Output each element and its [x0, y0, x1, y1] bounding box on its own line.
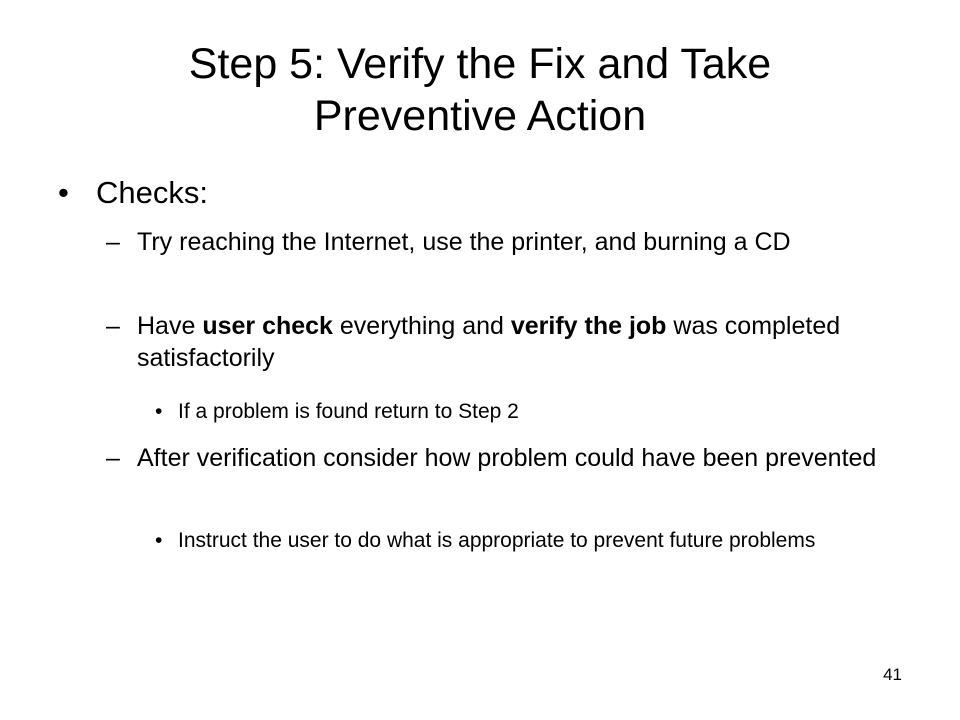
dash-marker: –: [106, 228, 120, 256]
sub-bullet-try-reaching: [106, 226, 906, 258]
page-number: 41: [883, 665, 902, 684]
note-return-step-2: [155, 398, 885, 426]
sub-bullet-try-reaching-text: Try reaching the Internet, use the printer, and burning a CD: [137, 228, 791, 256]
sub-bullet-after-verification: [106, 442, 906, 474]
bold-verify-the-job: verify the job: [510, 312, 667, 340]
dash-marker: –: [106, 312, 120, 340]
note-return-step-2-text: If a problem is found return to Step 2: [178, 400, 519, 423]
dash-marker: –: [106, 444, 120, 472]
text-part: was completed satisfactorily: [137, 312, 841, 372]
bold-user-check: user check: [202, 312, 333, 340]
bullet-marker: •: [155, 529, 163, 552]
bullet-marker: •: [155, 400, 163, 423]
bullet-marker: •: [58, 175, 69, 210]
note-instruct-user: [155, 527, 885, 555]
text-part: everything and: [332, 312, 511, 340]
sub-bullet-user-check: [106, 310, 906, 374]
sub-bullet-after-verification-text: After verification consider how problem could have been prevented: [137, 444, 877, 472]
sub-bullet-user-check-text: [137, 310, 897, 374]
bullet-checks-text: Checks:: [96, 175, 208, 210]
slide-title-line-1: Step 5: Verify the Fix and Take: [188, 40, 772, 88]
note-instruct-user-text: Instruct the user to do what is appropriate to prevent future problems: [178, 529, 816, 552]
text-part: Have: [137, 312, 203, 340]
slide-title-line-2: Preventive Action: [313, 92, 647, 140]
slide-title: [80, 38, 880, 142]
